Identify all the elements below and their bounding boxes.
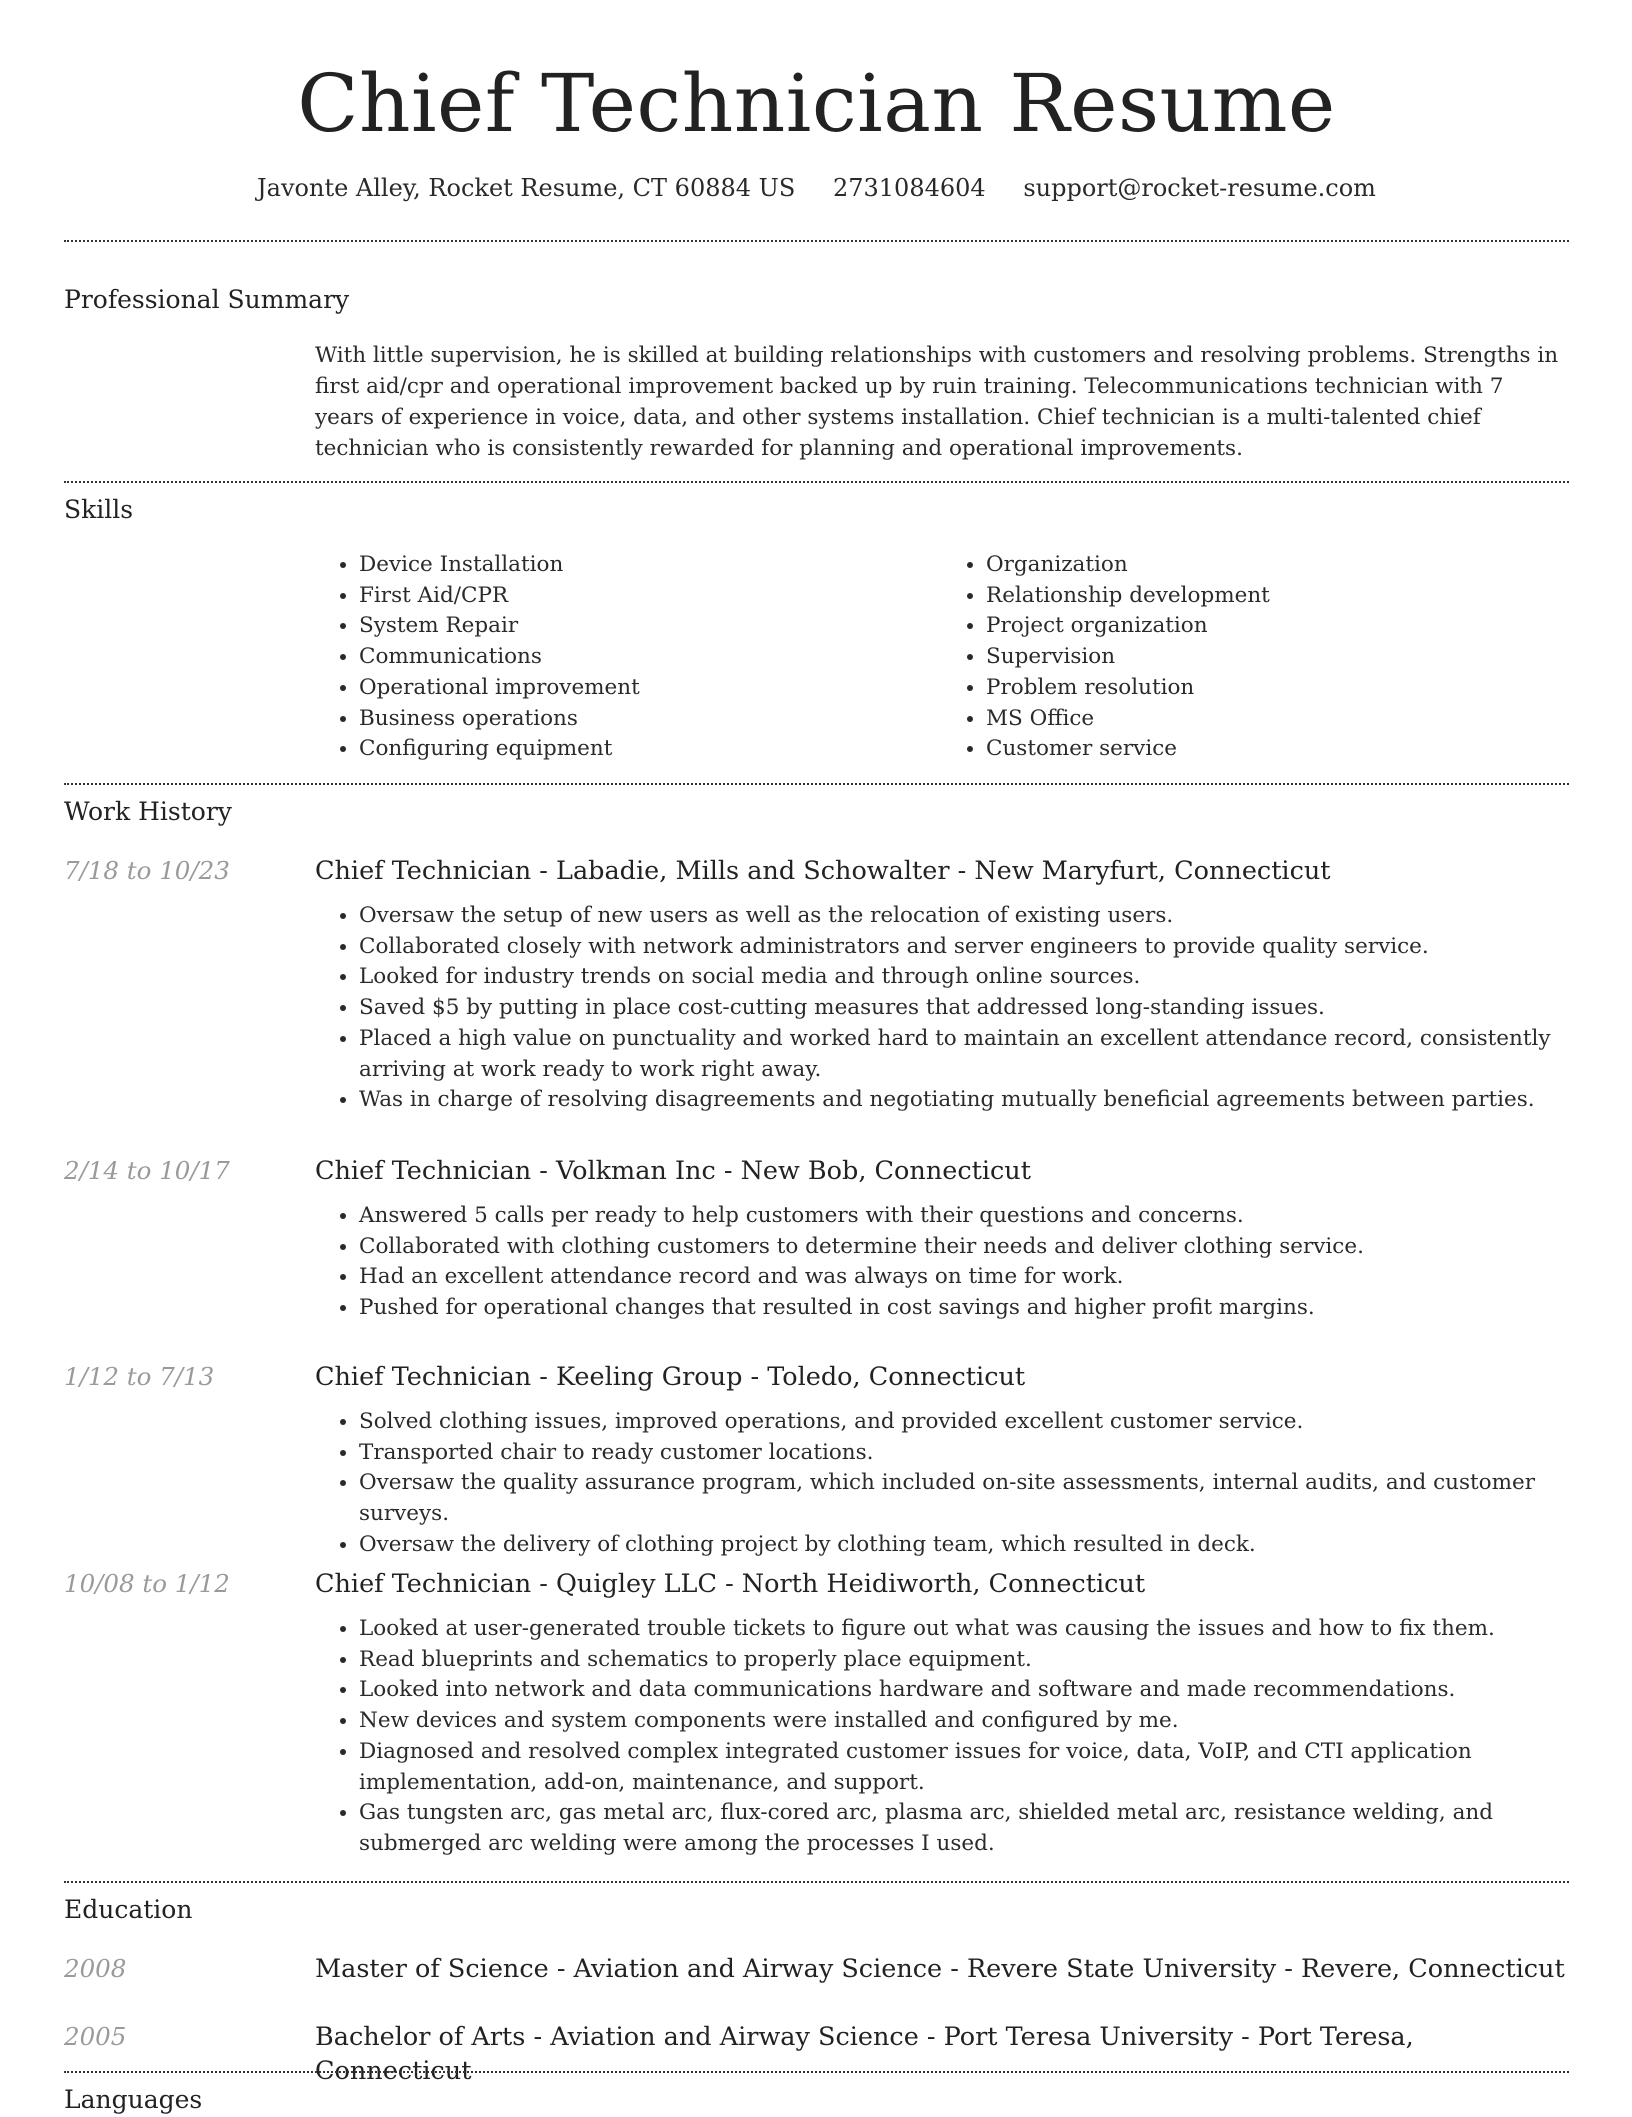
job-entry (315, 1360, 1569, 1561)
job-bullet: • Answered 5 calls per ready to help customers with their questions and concerns. (359, 1201, 1569, 1232)
section-divider (64, 783, 1569, 785)
section-divider (64, 1881, 1569, 1883)
job-bullets (315, 1407, 1569, 1561)
skill-item: • Communications (359, 642, 942, 673)
job-bullet: • Read blueprints and schematics to properly place equipment. (359, 1645, 1569, 1676)
skill-item: • System Repair (359, 611, 942, 642)
skill-item: • Relationship development (986, 581, 1569, 612)
languages-heading: Languages (64, 2085, 203, 2114)
job-dates: 7/18 to 10/23 (64, 856, 230, 885)
job-dates: 2/14 to 10/17 (64, 1156, 230, 1185)
job-title: Chief Technician - Volkman Inc - New Bob, Connecticut (315, 1156, 1031, 1186)
work-heading: Work History (64, 797, 232, 826)
job-bullet: • Collaborated with clothing customers to determine their needs and deliver clothing service. (359, 1232, 1569, 1263)
job-dates: 10/08 to 1/12 (64, 1569, 230, 1598)
section-divider (64, 2071, 1569, 2073)
education-entry (315, 1952, 1569, 1986)
job-bullet: • Was in charge of resolving disagreements and negotiating mutually beneficial agreements between parties. (359, 1085, 1569, 1116)
skill-item: • Configuring equipment (359, 734, 942, 765)
job-dates: 1/12 to 7/13 (64, 1362, 215, 1391)
job-bullet: • Oversaw the quality assurance program, which included on-site assessments, internal audits, and customer surveys. (359, 1468, 1569, 1529)
summary-text: With little supervision, he is skilled at building relationships with customers and resolving problems. Strengths in first aid/cpr and operational improvement backed up by ruin training. Telecommunications technician with 7 years of experience in voice, data, and other systems installation. Chief technician is a multi-talented chief technician who is consistently rewarded for planning and operational improvements. (315, 343, 1559, 461)
skills-columns (315, 550, 1569, 765)
skill-item: • Project organization (986, 611, 1569, 642)
job-bullets (315, 1614, 1569, 1860)
job-entry (315, 1154, 1569, 1324)
contact-phone: 2731084604 (832, 174, 986, 202)
job-entry (315, 854, 1569, 1116)
skills-list-left (315, 550, 942, 765)
job-bullet: • Oversaw the setup of new users as well as the relocation of existing users. (359, 901, 1569, 932)
job-bullet: • New devices and system components were installed and configured by me. (359, 1706, 1569, 1737)
job-bullet: • Collaborated closely with network administrators and server engineers to provide quality service. (359, 932, 1569, 963)
education-title: Master of Science - Aviation and Airway Science - Revere State University - Revere, Connecticut (315, 1954, 1565, 1984)
contact-line (64, 172, 1569, 204)
job-bullet: • Diagnosed and resolved complex integrated customer issues for voice, data, VoIP, and CTI application implementation, add-on, maintenance, and support. (359, 1737, 1569, 1798)
job-title: Chief Technician - Keeling Group - Toledo, Connecticut (315, 1362, 1026, 1392)
skill-item: • MS Office (986, 704, 1569, 735)
education-heading: Education (64, 1895, 193, 1924)
job-bullet: • Looked at user-generated trouble tickets to figure out what was causing the issues and how to fix them. (359, 1614, 1569, 1645)
section-divider (64, 481, 1569, 483)
job-bullets (315, 901, 1569, 1116)
skills-heading: Skills (64, 495, 134, 524)
resume-page (64, 0, 1569, 2114)
skill-item: • Supervision (986, 642, 1569, 673)
section-divider (64, 240, 1569, 242)
job-bullet: • Pushed for operational changes that resulted in cost savings and higher profit margins. (359, 1293, 1569, 1324)
job-bullet: • Oversaw the delivery of clothing project by clothing team, which resulted in deck. (359, 1530, 1569, 1561)
skill-item: • Organization (986, 550, 1569, 581)
skill-item: • Customer service (986, 734, 1569, 765)
job-bullet: • Had an excellent attendance record and was always on time for work. (359, 1262, 1569, 1293)
skill-item: • Operational improvement (359, 673, 942, 704)
skill-item: • Problem resolution (986, 673, 1569, 704)
job-bullet: • Solved clothing issues, improved operations, and provided excellent customer service. (359, 1407, 1569, 1438)
job-bullets (315, 1201, 1569, 1324)
skill-item: • First Aid/CPR (359, 581, 942, 612)
summary-heading: Professional Summary (64, 285, 350, 314)
skill-item: • Device Installation (359, 550, 942, 581)
skill-item: • Business operations (359, 704, 942, 735)
resume-title: Chief Technician Resume (297, 57, 1336, 150)
job-title: Chief Technician - Labadie, Mills and Schowalter - New Maryfurt, Connecticut (315, 856, 1331, 886)
job-bullet: • Gas tungsten arc, gas metal arc, flux-cored arc, plasma arc, shielded metal arc, resistance welding, and submerged arc welding were among the processes I used. (359, 1798, 1569, 1859)
job-title: Chief Technician - Quigley LLC - North Heidiworth, Connecticut (315, 1569, 1146, 1599)
job-bullet: • Looked into network and data communications hardware and software and made recommendations. (359, 1675, 1569, 1706)
job-bullet: • Placed a high value on punctuality and worked hard to maintain an excellent attendance record, consistently arriving at work ready to work right away. (359, 1024, 1569, 1085)
education-year: 2005 (64, 2022, 127, 2051)
education-year: 2008 (64, 1954, 127, 1983)
education-entry (315, 2020, 1569, 2088)
education-title: Bachelor of Arts - Aviation and Airway Science - Port Teresa University - Port Teresa, Connecticut (315, 2022, 1414, 2086)
job-entry (315, 1567, 1569, 1860)
job-bullet: • Transported chair to ready customer locations. (359, 1438, 1569, 1469)
job-bullet: • Looked for industry trends on social media and through online sources. (359, 962, 1569, 993)
job-bullet: • Saved $5 by putting in place cost-cutting measures that addressed long-standing issues. (359, 993, 1569, 1024)
contact-address: Javonte Alley, Rocket Resume, CT 60884 US (257, 174, 796, 202)
contact-email: support@rocket-resume.com (1023, 174, 1376, 202)
skills-list-right (942, 550, 1569, 765)
summary-body (315, 340, 1569, 464)
